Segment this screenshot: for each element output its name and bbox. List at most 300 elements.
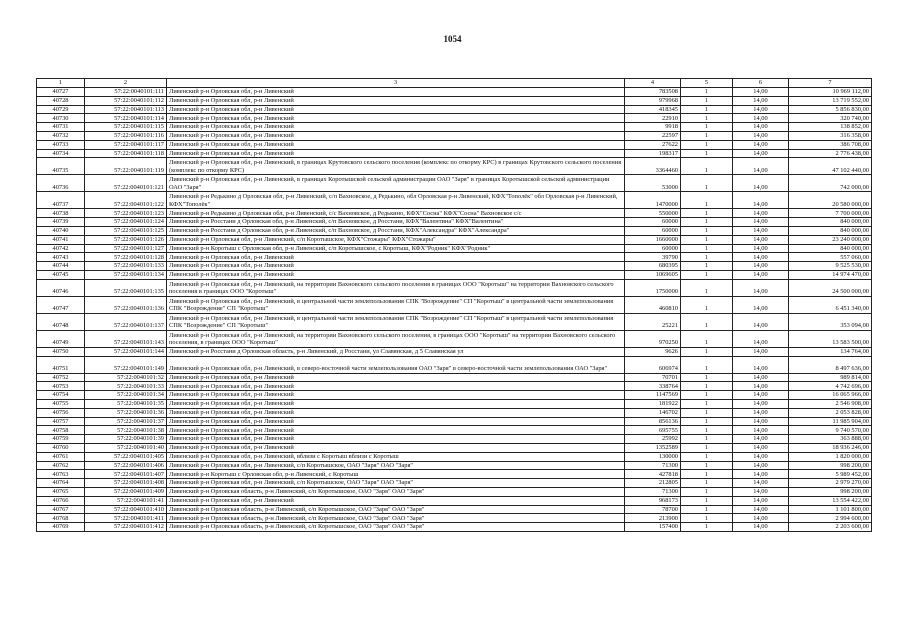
row-number-cell: 40769 <box>37 523 85 532</box>
area-cell: 1069605 <box>625 270 681 279</box>
address-cell: Ливенский р-н Орловская обл, р-н Ливенский <box>167 373 625 382</box>
area-cell: 53000 <box>625 175 681 192</box>
area-cell: 1750000 <box>625 279 681 296</box>
area-cell: 427818 <box>625 470 681 479</box>
address-cell: Ливенский р-н Орловская обл, р-н Ливенский, вблизи с Коротыш вблизи с Коротыш <box>167 452 625 461</box>
count-cell: 1 <box>681 479 733 488</box>
address-cell: Ливенский р-н Росстани д Орловская обл, р-н Ливенский, с/п Вахновское, д Росстани, КФХ"Александра" КФХ"Александра" <box>167 226 625 235</box>
area-cell: 695755 <box>625 426 681 435</box>
rate-cell: 14,00 <box>733 149 789 158</box>
row-number-cell: 40749 <box>37 330 85 347</box>
area-cell: 157400 <box>625 523 681 532</box>
row-number-cell: 40727 <box>37 88 85 97</box>
row-number-cell: 40757 <box>37 417 85 426</box>
address-cell: Ливенский р-н Орловская обл, р-н Ливенский, в границах Крутовского сельского поселения (комплекс по откорму КРС) в границах Крутовского сельского поселения (комплекс по откорму КРС) <box>167 158 625 175</box>
rate-cell: 14,00 <box>733 408 789 417</box>
table-row <box>37 235 872 244</box>
rate-cell: 14,00 <box>733 479 789 488</box>
rate-cell: 14,00 <box>733 417 789 426</box>
row-number-cell: 40768 <box>37 514 85 523</box>
area-cell: 71300 <box>625 487 681 496</box>
column-header: 4 <box>625 79 681 88</box>
table-row <box>37 443 872 452</box>
row-number-cell: 40747 <box>37 296 85 313</box>
table-body <box>37 88 872 532</box>
value-cell: 9 740 570,00 <box>789 426 872 435</box>
table-row <box>37 270 872 279</box>
table-row <box>37 140 872 149</box>
count-cell: 1 <box>681 356 733 373</box>
row-number-cell: 40737 <box>37 192 85 209</box>
value-cell: 16 065 966,00 <box>789 391 872 400</box>
cadastral-number-cell: 57:22:0040101:134 <box>85 270 167 279</box>
area-cell: 146702 <box>625 408 681 417</box>
count-cell: 1 <box>681 226 733 235</box>
table-row <box>37 391 872 400</box>
cadastral-number-cell: 57:22:0040101:112 <box>85 96 167 105</box>
rate-cell: 14,00 <box>733 253 789 262</box>
area-cell: 9626 <box>625 347 681 356</box>
count-cell: 1 <box>681 417 733 426</box>
count-cell: 1 <box>681 296 733 313</box>
rate-cell: 14,00 <box>733 88 789 97</box>
address-cell: Ливенский р-н Коротыш с Орловская обл, р-н Ливенский, с Коротыш <box>167 470 625 479</box>
cadastral-number-cell: 57:22:0040101:126 <box>85 235 167 244</box>
count-cell: 1 <box>681 426 733 435</box>
address-cell: Ливенский р-н Орловская обл, р-н Ливенский <box>167 149 625 158</box>
table-row <box>37 262 872 271</box>
table-row <box>37 496 872 505</box>
cadastral-number-cell: 57:22:0040101:124 <box>85 218 167 227</box>
address-cell: Ливенский р-н Орловская обл, р-н Ливенский <box>167 443 625 452</box>
table-row <box>37 253 872 262</box>
table-row <box>37 487 872 496</box>
table-row <box>37 96 872 105</box>
rate-cell: 14,00 <box>733 514 789 523</box>
rate-cell: 14,00 <box>733 244 789 253</box>
cadastral-number-cell: 57:22:0040101:123 <box>85 209 167 218</box>
table-row <box>37 279 872 296</box>
count-cell: 1 <box>681 452 733 461</box>
cadastral-number-cell: 57:22:0040101:38 <box>85 426 167 435</box>
area-cell: 9918 <box>625 123 681 132</box>
rate-cell: 14,00 <box>733 523 789 532</box>
row-number-cell: 40758 <box>37 426 85 435</box>
area-cell: 130000 <box>625 452 681 461</box>
land-registry-table <box>36 78 872 532</box>
rate-cell: 14,00 <box>733 123 789 132</box>
address-cell: Ливенский р-н Орловская обл, р-н Ливенский <box>167 399 625 408</box>
count-cell: 1 <box>681 270 733 279</box>
area-cell: 60000 <box>625 218 681 227</box>
cadastral-number-cell: 57:22:0040101:34 <box>85 391 167 400</box>
value-cell: 1 820 000,00 <box>789 452 872 461</box>
cadastral-number-cell: 57:22:0040101:39 <box>85 435 167 444</box>
address-cell: Ливенский р-н Орловская обл, р-н Ливенский <box>167 253 625 262</box>
address-cell: Ливенский р-н Орловская обл, р-н Ливенский, в северо-восточной части землепользования ОАО "Заря" в северо-восточной части землепользования ОАО "Заря" <box>167 356 625 373</box>
address-cell: Ливенский р-н Орловская обл, р-н Ливенский, в границах Коротышской сельской администрации ОАО "Заря" в границах Коротышской сельской администрации ОАО "Заря" <box>167 175 625 192</box>
rate-cell: 14,00 <box>733 192 789 209</box>
table-row <box>37 226 872 235</box>
cadastral-number-cell: 57:22:0040101:37 <box>85 417 167 426</box>
count-cell: 1 <box>681 175 733 192</box>
count-cell: 1 <box>681 253 733 262</box>
row-number-cell: 40744 <box>37 262 85 271</box>
row-number-cell: 40738 <box>37 209 85 218</box>
table-row <box>37 114 872 123</box>
value-cell: 2 203 600,00 <box>789 523 872 532</box>
value-cell: 989 814,00 <box>789 373 872 382</box>
column-header: 6 <box>733 79 789 88</box>
area-cell: 78700 <box>625 505 681 514</box>
area-cell: 71300 <box>625 461 681 470</box>
rate-cell: 14,00 <box>733 373 789 382</box>
address-cell: Ливенский р-н Орловская обл, р-н Ливенский <box>167 270 625 279</box>
row-number-cell: 40763 <box>37 470 85 479</box>
cadastral-number-cell: 57:22:0040101:405 <box>85 452 167 461</box>
count-cell: 1 <box>681 279 733 296</box>
count-cell: 1 <box>681 470 733 479</box>
count-cell: 1 <box>681 262 733 271</box>
count-cell: 1 <box>681 347 733 356</box>
rate-cell: 14,00 <box>733 470 789 479</box>
value-cell: 47 102 440,00 <box>789 158 872 175</box>
rate-cell: 14,00 <box>733 96 789 105</box>
value-cell: 353 094,00 <box>789 313 872 330</box>
count-cell: 1 <box>681 461 733 470</box>
cadastral-number-cell: 57:22:0040101:41 <box>85 496 167 505</box>
cadastral-number-cell: 57:22:0040101:114 <box>85 114 167 123</box>
value-cell: 4 742 696,00 <box>789 382 872 391</box>
table-row <box>37 244 872 253</box>
table-row <box>37 330 872 347</box>
count-cell: 1 <box>681 435 733 444</box>
address-cell: Ливенский р-н Орловская обл, р-н Ливенский <box>167 88 625 97</box>
area-cell: 212805 <box>625 479 681 488</box>
table-row <box>37 218 872 227</box>
row-number-cell: 40742 <box>37 244 85 253</box>
area-cell: 1352589 <box>625 443 681 452</box>
area-cell: 27622 <box>625 140 681 149</box>
row-number-cell: 40752 <box>37 373 85 382</box>
rate-cell: 14,00 <box>733 270 789 279</box>
row-number-cell: 40731 <box>37 123 85 132</box>
area-cell: 418345 <box>625 105 681 114</box>
cadastral-number-cell: 57:22:0040101:412 <box>85 523 167 532</box>
table-row <box>37 426 872 435</box>
rate-cell: 14,00 <box>733 382 789 391</box>
cadastral-number-cell: 57:22:0040101:409 <box>85 487 167 496</box>
cadastral-number-cell: 57:22:0040101:135 <box>85 279 167 296</box>
area-cell: 338764 <box>625 382 681 391</box>
count-cell: 1 <box>681 505 733 514</box>
address-cell: Ливенский р-н Орловская обл, р-н Ливенский <box>167 435 625 444</box>
count-cell: 1 <box>681 313 733 330</box>
address-cell: Ливенский р-н Орловская обл, р-н Ливенский, с/п Коротышское, ОАО "Заря" ОАО "Заря" <box>167 479 625 488</box>
address-cell: Ливенский р-н Коротыш с Орловская обл, р-н Ливенский, с/п Коротышское, с Коротыш, КФХ"Родник" КФХ"Родник" <box>167 244 625 253</box>
cadastral-number-cell: 57:22:0040101:122 <box>85 192 167 209</box>
address-cell: Ливенский р-н Орловская обл, р-н Ливенский, в центральной части землепользования СПК "Возрождение" СП "Коротыш" в центральной части землепользования СПК "Возрождение" СП "Коротыш" <box>167 296 625 313</box>
rate-cell: 14,00 <box>733 175 789 192</box>
table-row <box>37 209 872 218</box>
table-row <box>37 479 872 488</box>
address-cell: Ливенский р-н Орловская область, р-н Ливенский, с/п Коротышское, ОАО "Заря" ОАО "Заря" <box>167 505 625 514</box>
value-cell: 18 936 246,00 <box>789 443 872 452</box>
value-cell: 7 700 000,00 <box>789 209 872 218</box>
value-cell: 386 708,00 <box>789 140 872 149</box>
value-cell: 2 053 828,00 <box>789 408 872 417</box>
count-cell: 1 <box>681 399 733 408</box>
area-cell: 1660000 <box>625 235 681 244</box>
land-registry-table-container <box>36 78 871 532</box>
value-cell: 320 740,00 <box>789 114 872 123</box>
address-cell: Ливенский р-н Редькино д Орловская обл, р-н Ливенский, с/с Вахновское, д Редькино, КФХ"Сосна" КФХ"Сосна" Вахновское с/с <box>167 209 625 218</box>
address-cell: Ливенский р-н Орловская обл, р-н Ливенский, на территории Вахновского сельского поселения в границах ООО "Коротыш" на территории Вахновского сельского поселения в границах ООО "Коротыш" <box>167 279 625 296</box>
area-cell: 460810 <box>625 296 681 313</box>
address-cell: Ливенский р-н Орловская обл, р-н Ливенский <box>167 123 625 132</box>
count-cell: 1 <box>681 96 733 105</box>
cadastral-number-cell: 57:22:0040101:121 <box>85 175 167 192</box>
rate-cell: 14,00 <box>733 279 789 296</box>
count-cell: 1 <box>681 105 733 114</box>
area-cell: 856136 <box>625 417 681 426</box>
table-row <box>37 514 872 523</box>
count-cell: 1 <box>681 408 733 417</box>
rate-cell: 14,00 <box>733 347 789 356</box>
cadastral-number-cell: 57:22:0040101:125 <box>85 226 167 235</box>
cadastral-number-cell: 57:22:0040101:117 <box>85 140 167 149</box>
cadastral-number-cell: 57:22:0040101:411 <box>85 514 167 523</box>
cadastral-number-cell: 57:22:0040101:36 <box>85 408 167 417</box>
rate-cell: 14,00 <box>733 426 789 435</box>
column-header: 3 <box>167 79 625 88</box>
table-header-row <box>37 79 872 88</box>
rate-cell: 14,00 <box>733 114 789 123</box>
cadastral-number-cell: 57:22:0040101:127 <box>85 244 167 253</box>
cadastral-number-cell: 57:22:0040101:116 <box>85 131 167 140</box>
rate-cell: 14,00 <box>733 313 789 330</box>
address-cell: Ливенский р-н Орловская обл, р-н Ливенский <box>167 426 625 435</box>
value-cell: 2 776 438,00 <box>789 149 872 158</box>
row-number-cell: 40750 <box>37 347 85 356</box>
row-number-cell: 40755 <box>37 399 85 408</box>
address-cell: Ливенский р-н Орловская область, р-н Ливенский, с/п Коротышское, ОАО "Заря" ОАО "Заря" <box>167 523 625 532</box>
row-number-cell: 40767 <box>37 505 85 514</box>
rate-cell: 14,00 <box>733 399 789 408</box>
count-cell: 1 <box>681 140 733 149</box>
table-row <box>37 149 872 158</box>
value-cell: 998 200,00 <box>789 487 872 496</box>
cadastral-number-cell: 57:22:0040101:144 <box>85 347 167 356</box>
cadastral-number-cell: 57:22:0040101:40 <box>85 443 167 452</box>
count-cell: 1 <box>681 382 733 391</box>
value-cell: 8 497 636,00 <box>789 356 872 373</box>
count-cell: 1 <box>681 131 733 140</box>
area-cell: 181922 <box>625 399 681 408</box>
cadastral-number-cell: 57:22:0040101:111 <box>85 88 167 97</box>
count-cell: 1 <box>681 391 733 400</box>
rate-cell: 14,00 <box>733 226 789 235</box>
cadastral-number-cell: 57:22:0040101:128 <box>85 253 167 262</box>
count-cell: 1 <box>681 244 733 253</box>
table-row <box>37 356 872 373</box>
table-row <box>37 131 872 140</box>
area-cell: 25221 <box>625 313 681 330</box>
row-number-cell: 40741 <box>37 235 85 244</box>
table-row <box>37 417 872 426</box>
address-cell: Ливенский р-н Орловская обл, р-н Ливенский, на территории Вахновского сельского поселения, в границах ООО "Коротыш" на территории Вахновского сельского поселения, в границах ООО "Коротыш" <box>167 330 625 347</box>
count-cell: 1 <box>681 123 733 132</box>
row-number-cell: 40759 <box>37 435 85 444</box>
value-cell: 134 764,00 <box>789 347 872 356</box>
row-number-cell: 40761 <box>37 452 85 461</box>
area-cell: 213900 <box>625 514 681 523</box>
row-number-cell: 40753 <box>37 382 85 391</box>
row-number-cell: 40764 <box>37 479 85 488</box>
rate-cell: 14,00 <box>733 496 789 505</box>
row-number-cell: 40760 <box>37 443 85 452</box>
count-cell: 1 <box>681 218 733 227</box>
cadastral-number-cell: 57:22:0040101:115 <box>85 123 167 132</box>
address-cell: Ливенский р-н Орловская обл, р-н Ливенский <box>167 417 625 426</box>
rate-cell: 14,00 <box>733 443 789 452</box>
row-number-cell: 40748 <box>37 313 85 330</box>
area-cell: 22910 <box>625 114 681 123</box>
cadastral-number-cell: 57:22:0040101:407 <box>85 470 167 479</box>
cadastral-number-cell: 57:22:0040101:119 <box>85 158 167 175</box>
cadastral-number-cell: 57:22:0040101:136 <box>85 296 167 313</box>
table-row <box>37 505 872 514</box>
row-number-cell: 40751 <box>37 356 85 373</box>
table-row <box>37 452 872 461</box>
area-cell: 970250 <box>625 330 681 347</box>
address-cell: Ливенский р-н Орловская область, р-н Ливенский, с/п Коротышское, ОАО "Заря" ОАО "Заря" <box>167 487 625 496</box>
cadastral-number-cell: 57:22:0040101:33 <box>85 382 167 391</box>
rate-cell: 14,00 <box>733 209 789 218</box>
area-cell: 25992 <box>625 435 681 444</box>
cadastral-number-cell: 57:22:0040101:149 <box>85 356 167 373</box>
cadastral-number-cell: 57:22:0040101:133 <box>85 262 167 271</box>
row-number-cell: 40766 <box>37 496 85 505</box>
rate-cell: 14,00 <box>733 391 789 400</box>
address-cell: Ливенский р-н Орловская обл, р-н Ливенский <box>167 496 625 505</box>
address-cell: Ливенский р-н Орловская область, р-н Ливенский, с/п Коротышское, ОАО "Заря" ОАО "Заря" <box>167 514 625 523</box>
address-cell: Ливенский р-н Редькино д Орловская обл, р-н Ливенский, с/п Вахновское, д Редькино, обл Орловская р-н Ливенский, КФХ"Тополёк" обл Орловская р-н Ливенский, КФХ"Тополёк" <box>167 192 625 209</box>
area-cell: 968173 <box>625 496 681 505</box>
count-cell: 1 <box>681 373 733 382</box>
rate-cell: 14,00 <box>733 487 789 496</box>
value-cell: 2 979 270,00 <box>789 479 872 488</box>
cadastral-number-cell: 57:22:0040101:32 <box>85 373 167 382</box>
address-cell: Ливенский р-н Орловская обл, р-н Ливенский <box>167 114 625 123</box>
area-cell: 979968 <box>625 96 681 105</box>
table-row <box>37 382 872 391</box>
value-cell: 742 000,00 <box>789 175 872 192</box>
value-cell: 5 856 830,00 <box>789 105 872 114</box>
count-cell: 1 <box>681 88 733 97</box>
row-number-cell: 40734 <box>37 149 85 158</box>
address-cell: Ливенский р-н Орловская обл, р-н Ливенский <box>167 140 625 149</box>
table-row <box>37 105 872 114</box>
row-number-cell: 40740 <box>37 226 85 235</box>
table-row <box>37 373 872 382</box>
table-row <box>37 192 872 209</box>
cadastral-number-cell: 57:22:0040101:137 <box>85 313 167 330</box>
cadastral-number-cell: 57:22:0040101:35 <box>85 399 167 408</box>
address-cell: Ливенский р-н Орловская обл, р-н Ливенский <box>167 382 625 391</box>
value-cell: 840 000,00 <box>789 244 872 253</box>
value-cell: 6 451 340,00 <box>789 296 872 313</box>
table-row <box>37 435 872 444</box>
table-row <box>37 461 872 470</box>
area-cell: 39790 <box>625 253 681 262</box>
row-number-cell: 40732 <box>37 131 85 140</box>
rate-cell: 14,00 <box>733 131 789 140</box>
address-cell: Ливенский р-н Орловская обл, р-н Ливенский <box>167 96 625 105</box>
column-header: 5 <box>681 79 733 88</box>
address-cell: Ливенский р-н Орловская обл, р-н Ливенский <box>167 262 625 271</box>
row-number-cell: 40733 <box>37 140 85 149</box>
count-cell: 1 <box>681 487 733 496</box>
cadastral-number-cell: 57:22:0040101:118 <box>85 149 167 158</box>
table-row <box>37 123 872 132</box>
value-cell: 363 888,00 <box>789 435 872 444</box>
area-cell: 1470000 <box>625 192 681 209</box>
value-cell: 9 525 530,00 <box>789 262 872 271</box>
address-cell: Ливенский р-н Росстани д Орловская обл, р-н Ливенский, с/п Вахновское, д Росстани, КФХ"Валентина" КФХ"Валентина" <box>167 218 625 227</box>
table-row <box>37 313 872 330</box>
table-row <box>37 399 872 408</box>
count-cell: 1 <box>681 235 733 244</box>
value-cell: 13 719 552,00 <box>789 96 872 105</box>
area-cell: 606974 <box>625 356 681 373</box>
area-cell: 60000 <box>625 244 681 253</box>
value-cell: 20 580 000,00 <box>789 192 872 209</box>
cadastral-number-cell: 57:22:0040101:406 <box>85 461 167 470</box>
value-cell: 5 989 452,00 <box>789 470 872 479</box>
count-cell: 1 <box>681 209 733 218</box>
rate-cell: 14,00 <box>733 505 789 514</box>
count-cell: 1 <box>681 523 733 532</box>
address-cell: Ливенский р-н Орловская обл, р-н Ливенский, с/п Коротышское, ОАО "Заря" ОАО "Заря" <box>167 461 625 470</box>
row-number-cell: 40736 <box>37 175 85 192</box>
address-cell: Ливенский р-н Росстани д Орловская область, р-н Ливенский, д Росстани, ул Славянская, д 5 Славянская ул <box>167 347 625 356</box>
cadastral-number-cell: 57:22:0040101:410 <box>85 505 167 514</box>
area-cell: 70701 <box>625 373 681 382</box>
count-cell: 1 <box>681 514 733 523</box>
address-cell: Ливенский р-н Орловская обл, р-н Ливенский, в центральной части землепользования СПК "Возрождение" СП "Коротыш" в центральной части землепользования СПК "Возрождение" СП "Коротыш" <box>167 313 625 330</box>
row-number-cell: 40765 <box>37 487 85 496</box>
table-row <box>37 175 872 192</box>
count-cell: 1 <box>681 192 733 209</box>
rate-cell: 14,00 <box>733 330 789 347</box>
area-cell: 60000 <box>625 226 681 235</box>
value-cell: 2 994 600,00 <box>789 514 872 523</box>
value-cell: 14 974 470,00 <box>789 270 872 279</box>
cadastral-number-cell: 57:22:0040101:143 <box>85 330 167 347</box>
value-cell: 11 985 904,00 <box>789 417 872 426</box>
row-number-cell: 40762 <box>37 461 85 470</box>
row-number-cell: 40745 <box>37 270 85 279</box>
value-cell: 840 000,00 <box>789 218 872 227</box>
rate-cell: 14,00 <box>733 461 789 470</box>
address-cell: Ливенский р-н Орловская обл, р-н Ливенский <box>167 408 625 417</box>
rate-cell: 14,00 <box>733 452 789 461</box>
area-cell: 1147569 <box>625 391 681 400</box>
rate-cell: 14,00 <box>733 140 789 149</box>
area-cell: 3364460 <box>625 158 681 175</box>
count-cell: 1 <box>681 158 733 175</box>
